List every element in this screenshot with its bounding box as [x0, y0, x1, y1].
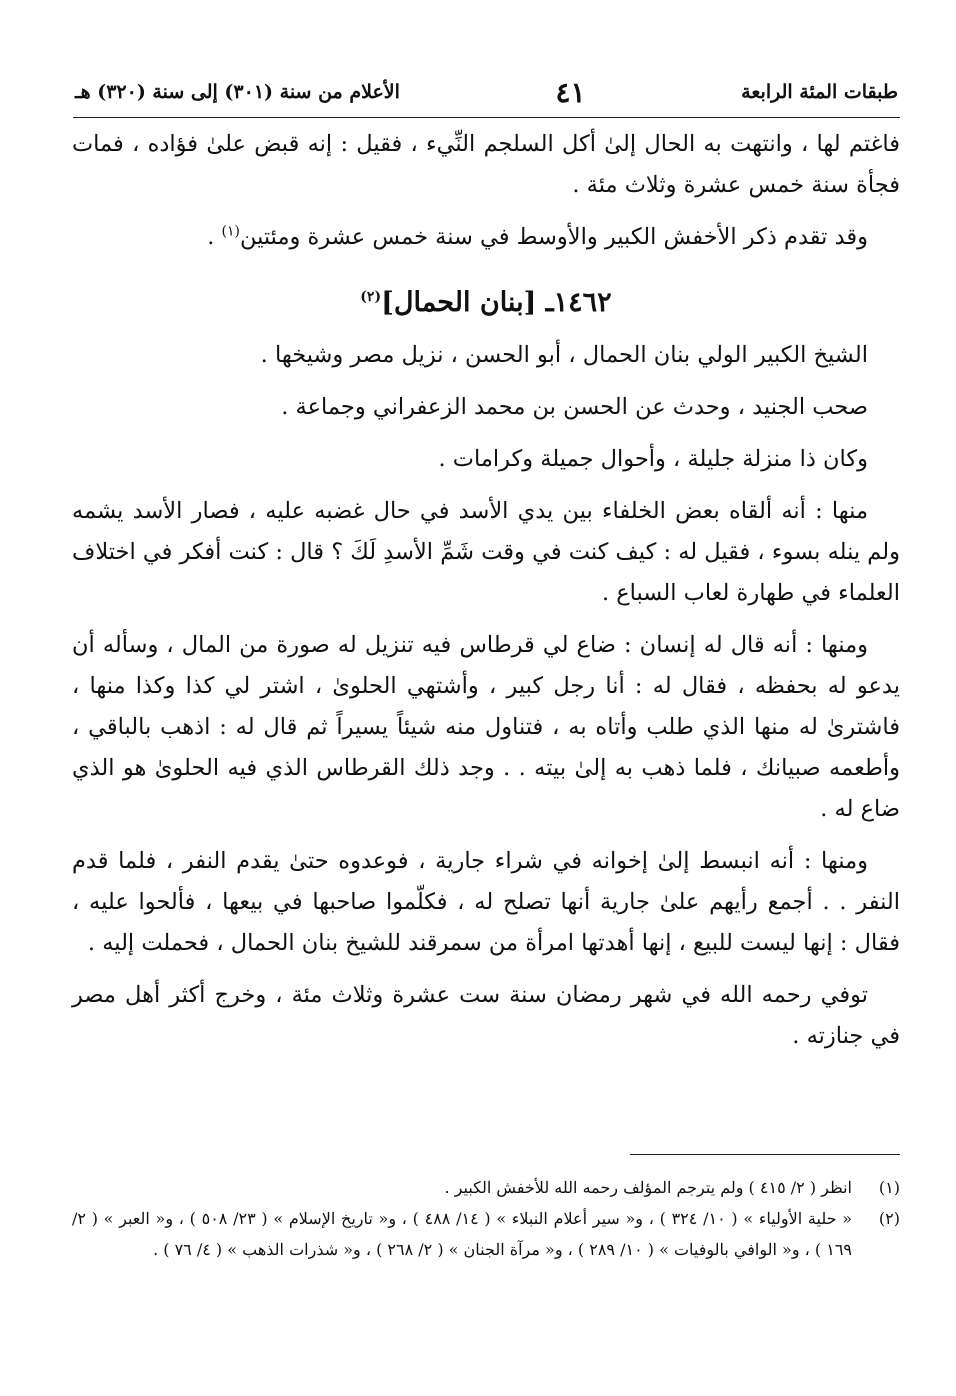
footnote-1-text: انظر ( ٢/ ٤١٥ ) ولم يترجم المؤلف رحمه الله للأخفش الكبير . [444, 1178, 852, 1197]
paragraph-1: فاغتم لها ، وانتهت به الحال إلىٰ أكل السلجم النِّيء ، فقيل : إنه قبض علىٰ فؤاده ، فمات فجأة سنة خمس عشرة وثلاث مئة . [72, 131, 900, 198]
footnotes [72, 1172, 900, 1265]
footnote-ref-1[interactable]: (١) [221, 223, 240, 240]
paragraph-6: منها : أنه ألقاه بعض الخلفاء بين يدي الأسد في حال غضبه عليه ، فصار الأسد يشمه ولم ينله بسوء ، فقيل له : كيف كنت في وقت شَمِّ الأسدِ لَكَ ؟ قال : كنت أفكر في اختلاف العلماء في طهارة لعاب السباع . [72, 498, 900, 606]
paragraph-2-end: . [207, 224, 222, 250]
footnote-2 [72, 1203, 900, 1265]
running-header [75, 76, 898, 108]
paragraph-8: ومنها : أنه انبسط إلىٰ إخوانه في شراء جارية ، فوعدوه حتىٰ يقدم النفر ، فلما قدم النفر . . أجمع رأيهم علىٰ جارية أنها تصلح له ، فكلّموا صاحبها في بيعها ، فألحوا عليه ، فقال : إنها ليست للبيع ، إنها أهدتها امرأة من سمرقند للشيخ بنان الحمال ، فحملت إليه . [72, 848, 900, 956]
header-divider [73, 117, 900, 118]
footnote-ref-2[interactable]: (٢) [360, 289, 382, 305]
footnote-2-number: (٢) [878, 1209, 900, 1228]
entry-heading [72, 282, 900, 323]
header-right-title: طبقات المئة الرابعة [741, 81, 898, 103]
paragraph-9: توفي رحمه الله في شهر رمضان سنة ست عشرة وثلاث مئة ، وخرج أكثر أهل مصر في جنازته . [72, 982, 900, 1049]
paragraph-7: ومنها : أنه قال له إنسان : ضاع لي قرطاس فيه تنزيل له صورة من المال ، وسأله أن يدعو له بحفظه ، فقال له : أنا رجل كبير ، وأشتهي الحلوىٰ ، اشتر لي كذا وكذا منها ، فاشترىٰ له منها الذي طلب وأتاه به ، فتناول منه شيئاً يسيراً ثم قال له : اذهب بالباقي ، وأطعمه صبيانك ، فلما ذهب به إلىٰ بيته . . وجد ذلك القرطاس الذي فيه الحلوىٰ هو الذي ضاع له . [72, 632, 900, 822]
entry-heading-text: ١٤٦٢ـ [بنان الحمال] [381, 287, 612, 318]
footnote-1 [72, 1172, 900, 1203]
main-text [72, 124, 900, 1068]
paragraph-2 [72, 217, 900, 258]
paragraph-2-text: وقد تقدم ذكر الأخفش الكبير والأوسط في سنة خمس عشرة ومئتين [239, 224, 868, 250]
paragraph-4: صحب الجنيد ، وحدث عن الحسن بن محمد الزعفراني وجماعة . [281, 394, 868, 420]
footnote-divider [630, 1154, 900, 1155]
footnote-1-number: (١) [878, 1178, 900, 1197]
page-number: ٤١ [555, 75, 586, 109]
paragraph-5: وكان ذا منزلة جليلة ، وأحوال جميلة وكرامات . [438, 446, 868, 472]
header-left-title: الأعلام من سنة (٣٠١) إلى سنة (٣٢٠) هـ [75, 81, 400, 103]
footnote-2-text: « حلية الأولياء » ( ١٠/ ٣٢٤ ) ، و« سير أعلام النبلاء » ( ١٤/ ٤٨٨ ) ، و« تاريخ الإسلام » ( ٢٣/ ٥٠٨ ) ، و« العبر » ( ٢/ ١٦٩ ) ، و« الوافي بالوفيات » ( ١٠/ ٢٨٩ ) ، و« مرآة الجنان » ( ٢/ ٢٦٨ ) ، و« شذرات الذهب » ( ٤/ ٧٦ ) . [72, 1209, 853, 1259]
paragraph-3: الشيخ الكبير الولي بنان الحمال ، أبو الحسن ، نزيل مصر وشيخها . [260, 342, 868, 368]
